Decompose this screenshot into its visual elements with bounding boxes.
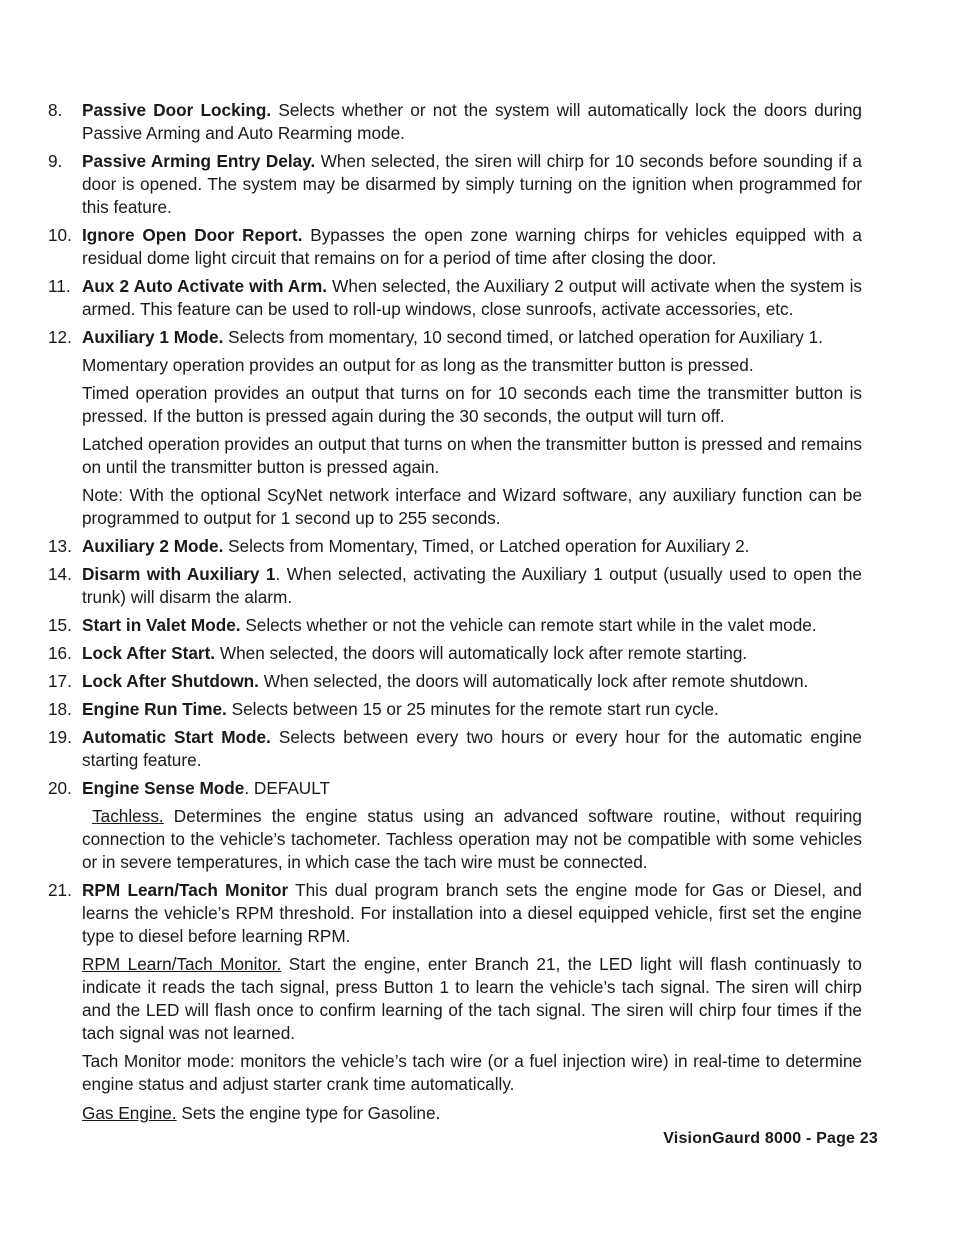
item-title: Disarm with Auxiliary 1 [82,564,276,584]
tachless-label: Tachless. [92,806,164,826]
rpm-learn-paragraph [48,953,862,1045]
item-number: 19. [48,727,72,747]
item-text: Selects whether or not the vehicle can remote start while in the valet mode. [240,615,817,635]
item-text: . DEFAULT [244,778,330,798]
item-text: Selects between 15 or 25 minutes for the remote start run cycle. [226,699,719,719]
item-title: Auxiliary 2 Mode. [82,536,224,556]
item-title: Auxiliary 1 Mode. [82,327,224,347]
item-text: When selected, the Auxiliary 2 output will activate when the system is armed. This feature can be used to roll-up windows, close sunroofs, activate accessories, etc. [82,276,862,319]
list-item-9 [48,150,862,219]
item-number: 18. [48,699,72,719]
item-number: 16. [48,643,72,663]
aux1-timed-paragraph: Timed operation provides an output that turns on for 10 seconds each time the transmitter button is pressed. If the button is pressed again during the 30 seconds, the output will turn off. [82,383,862,426]
list-item-11 [48,275,862,321]
list-item-12 [48,326,862,349]
aux1-latched-paragraph: Latched operation provides an output that turns on when the transmitter button is pressed and remains on until the transmitter button is pressed again. [82,434,862,477]
list-item-10 [48,224,862,270]
document-body [48,99,862,1130]
list-item-20 [48,777,862,800]
list-item-21 [48,879,862,948]
item-number: 17. [48,671,72,691]
item-title: Engine Sense Mode [82,778,245,798]
item-number: 14. [48,564,72,584]
item-number: 13. [48,536,72,556]
item-text: . When selected, activating the Auxiliary 1 output (usually used to open the trunk) will disarm the alarm. [82,564,862,607]
tach-monitor-paragraph: Tach Monitor mode: monitors the vehicle’s tach wire (or a fuel injection wire) in real-time to determine engine status and adjust starter crank time automatically. [82,1051,862,1094]
tachless-text: Determines the engine status using an advanced software routine, without requiring connection to the vehicle’s tachometer. Tachless operation may not be compatible with some vehicles or in severe temperatures, in which case the tach wire must be connected. [82,806,862,872]
list-item-8 [48,99,862,145]
item-text: When selected, the doors will automatically lock after remote starting. [215,643,748,663]
list-item-17 [48,670,862,693]
item-title: Aux 2 Auto Activate with Arm. [82,276,328,296]
item-title: Start in Valet Mode. [82,615,241,635]
item-text: Selects from Momentary, Timed, or Latched operation for Auxiliary 2. [223,536,750,556]
item-title: Passive Door Locking. [82,100,272,120]
aux1-note-paragraph: Note: With the optional ScyNet network interface and Wizard software, any auxiliary function can be programmed to output for 1 second up to 255 seconds. [82,485,862,528]
list-item-16 [48,642,862,665]
item-number: 15. [48,615,72,635]
item-number: 9. [48,151,63,171]
rpm-learn-label: RPM Learn/Tach Monitor. [82,954,282,974]
item-title: Lock After Shutdown. [82,671,259,691]
item-text: When selected, the siren will chirp for 10 seconds before sounding if a door is opened. The system may be disarmed by simply turning on the ignition when programmed for this feature. [82,151,862,217]
item-text: Selects whether or not the system will automatically lock the doors during Passive Arming and Auto Rearming mode. [82,100,862,143]
rpm-learn-text: Start the engine, enter Branch 21, the LED light will flash continuasly to indicate it reads the tach signal, press Button 1 to learn the vehicle’s tach signal. The siren will chirp and the LED will flash once to confirm learning of the tach signal. The siren will chirp four times if the tach signal was not learned. [82,954,862,1043]
item-title: Engine Run Time. [82,699,227,719]
aux1-momentary-paragraph: Momentary operation provides an output for as long as the transmitter button is pressed. [82,355,754,375]
item-number: 11. [48,276,71,296]
item-title: RPM Learn/Tach Monitor [82,880,289,900]
list-item-15 [48,614,862,637]
gas-engine-paragraph [48,1102,862,1125]
item-text: Selects from momentary, 10 second timed, or latched operation for Auxiliary 1. [223,327,823,347]
list-item-19 [48,726,862,772]
item-title: Automatic Start Mode. [82,727,271,747]
item-text: Bypasses the open zone warning chirps for vehicles equipped with a residual dome light circuit that remains on for a period of time after closing the door. [82,225,862,268]
item-title: Passive Arming Entry Delay. [82,151,316,171]
item-number: 8. [48,100,63,120]
item-text: When selected, the doors will automatically lock after remote shutdown. [258,671,809,691]
gas-engine-label: Gas Engine. [82,1103,177,1123]
page-footer: VisionGaurd 8000 - Page 23 [663,1130,878,1147]
list-item-14 [48,563,862,609]
item-number: 20. [48,778,72,798]
item-number: 12. [48,327,72,347]
item-number: 10. [48,225,72,245]
item-title: Lock After Start. [82,643,216,663]
item-text: Selects between every two hours or every hour for the automatic engine starting feature. [82,727,862,770]
item-number: 21. [48,880,72,900]
tachless-paragraph [48,805,862,874]
list-item-13 [48,535,862,558]
list-item-18 [48,698,862,721]
gas-engine-text: Sets the engine type for Gasoline. [176,1103,441,1123]
item-text: This dual program branch sets the engine mode for Gas or Diesel, and learns the vehicle’s RPM threshold. For installation into a diesel equipped vehicle, first set the engine type to diesel before learning RPM. [82,880,862,946]
item-title: Ignore Open Door Report. [82,225,303,245]
